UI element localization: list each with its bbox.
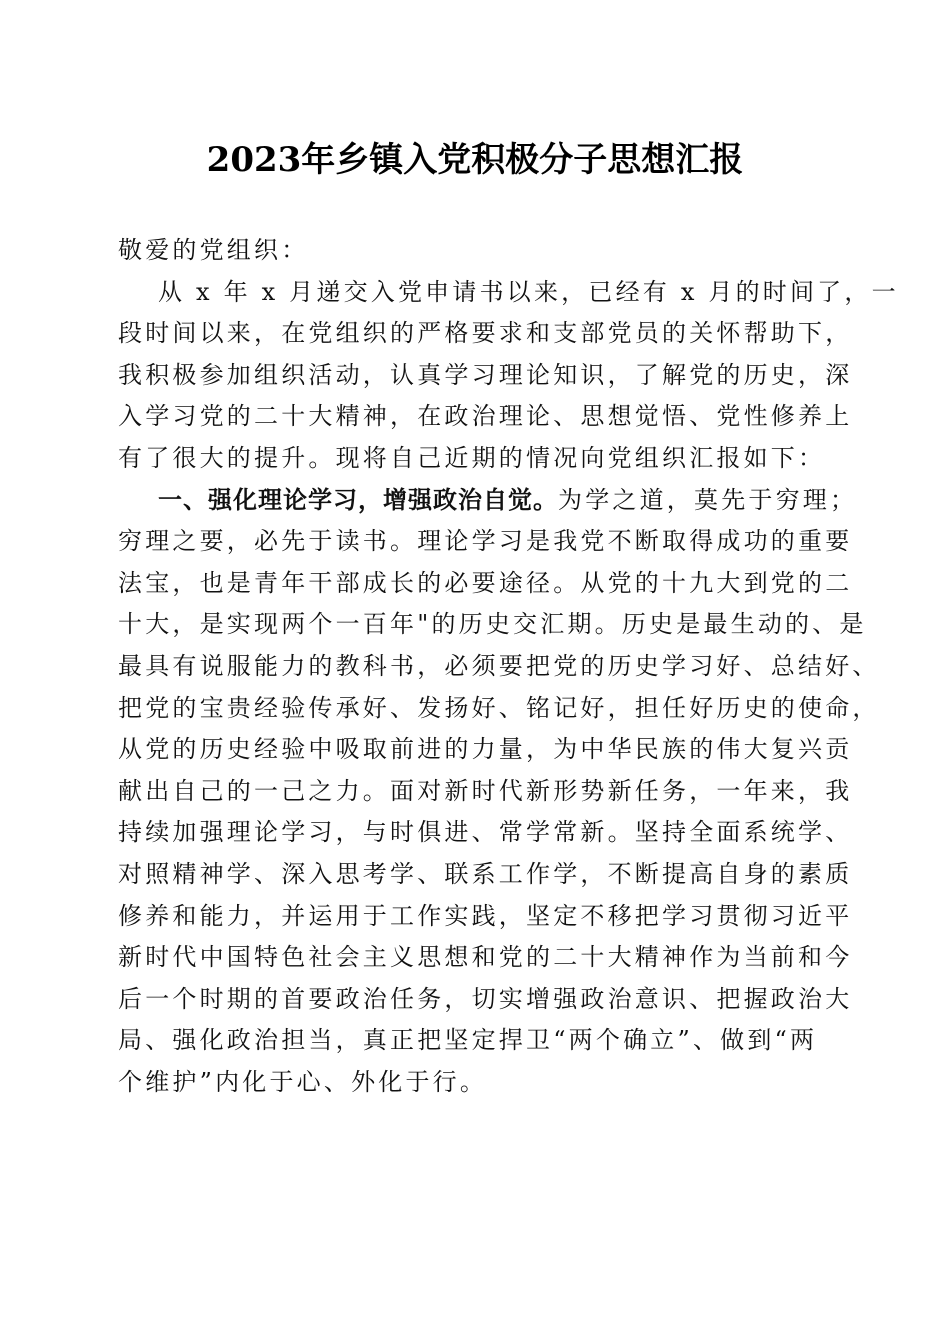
paragraph-line: 后一个时期的首要政治任务，切实增强政治意识、把握政治大 xyxy=(118,984,853,1013)
paragraph-line: 段时间以来，在党组织的严格要求和支部党员的关怀帮助下， xyxy=(118,319,853,348)
paragraph-line: 对照精神学、深入思考学、联系工作学，不断提高自身的素质 xyxy=(118,859,853,888)
paragraph-line: 个维护”内化于心、外化于行。 xyxy=(118,1067,488,1096)
section-heading: 一、强化理论学习，增强政治自觉。 xyxy=(158,485,558,514)
paragraph-line: 局、强化政治担当，真正把坚定捍卫“两个确立”、做到“两 xyxy=(118,1026,818,1055)
paragraph-line: 献出自己的一己之力。面对新时代新形势新任务，一年来，我 xyxy=(118,776,853,805)
paragraph-line: 有了很大的提升。现将自己近期的情况向党组织汇报如下： xyxy=(118,443,826,472)
paragraph-line: 我积极参加组织活动，认真学习理论知识，了解党的历史，深 xyxy=(118,360,853,389)
section-first-line xyxy=(118,480,858,522)
paragraph-line: 法宝，也是青年干部成长的必要途径。从党的十九大到党的二 xyxy=(118,568,853,597)
paragraph-line: 修养和能力，并运用于工作实践，坚定不移把学习贯彻习近平 xyxy=(118,901,853,930)
document-body xyxy=(118,230,899,1103)
paragraph-line: 从党的历史经验中吸取前进的力量，为中华民族的伟大复兴贡 xyxy=(118,735,853,764)
salutation: 敬爱的党组织： xyxy=(118,236,309,264)
document-title: 2023年乡镇入党积极分子思想汇报 xyxy=(206,140,744,180)
paragraph-line: 把党的宝贵经验传承好、发扬好、铭记好，担任好历史的使命， xyxy=(118,693,880,722)
paragraph-line: 从 x 年 x 月递交入党申请书以来，已经有 x 月的时间了，一 xyxy=(158,277,899,306)
paragraph-line: 最具有说服能力的教科书，必须要把党的历史学习好、总结好、 xyxy=(118,651,880,680)
paragraph-line: 持续加强理论学习，与时俱进、常学常新。坚持全面系统学、 xyxy=(118,818,853,847)
paragraph-line: 十大，是实现两个一百年"的历史交汇期。历史是最生动的、是 xyxy=(118,610,867,639)
paragraph-line: 新时代中国特色社会主义思想和党的二十大精神作为当前和今 xyxy=(118,943,853,972)
section-first-line-text: 为学之道，莫先于穷理； xyxy=(558,485,858,514)
paragraph-line: 入学习党的二十大精神，在政治理论、思想觉悟、党性修养上 xyxy=(118,402,853,431)
paragraph-line: 穷理之要，必先于读书。理论学习是我党不断取得成功的重要 xyxy=(118,527,853,556)
